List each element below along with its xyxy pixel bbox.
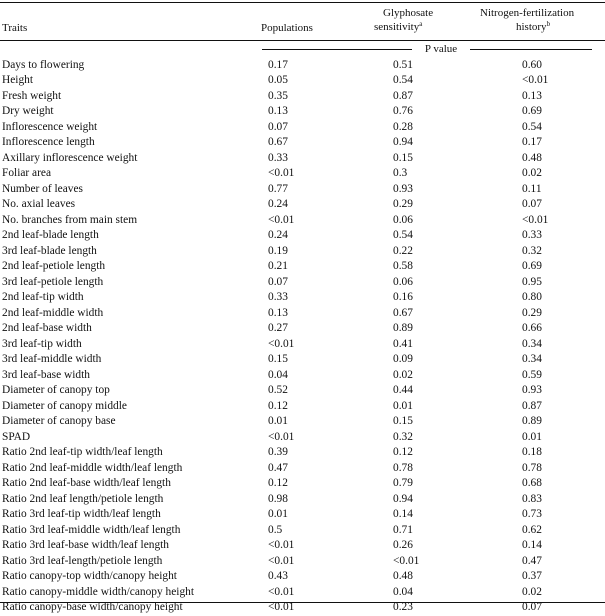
trait-cell: Ratio canopy-middle width/canopy height bbox=[2, 585, 195, 598]
header-nitrogen-line1: Nitrogen-fertilization bbox=[480, 7, 575, 19]
table-row bbox=[0, 197, 605, 213]
nitrogen-cell: 0.93 bbox=[522, 384, 542, 396]
table-row bbox=[0, 569, 605, 585]
populations-cell: 0.27 bbox=[268, 322, 288, 334]
nitrogen-cell: 0.32 bbox=[522, 244, 542, 257]
table-body bbox=[0, 58, 605, 616]
table-row bbox=[0, 585, 605, 601]
pvalue-spanner bbox=[262, 43, 592, 55]
nitrogen-cell: <0.01 bbox=[522, 213, 549, 226]
nitrogen-cell: 0.60 bbox=[522, 58, 542, 71]
glyphosate-cell: 0.54 bbox=[393, 74, 413, 86]
populations-cell: 0.01 bbox=[268, 508, 288, 520]
trait-cell: Number of leaves bbox=[2, 182, 83, 195]
glyphosate-cell: 0.94 bbox=[393, 492, 413, 505]
table-row bbox=[0, 182, 605, 198]
header-rule bbox=[0, 40, 605, 41]
trait-cell: Diameter of canopy middle bbox=[2, 399, 127, 412]
populations-cell: 0.33 bbox=[268, 151, 288, 164]
nitrogen-cell: 0.54 bbox=[522, 120, 542, 133]
nitrogen-cell: 0.83 bbox=[522, 492, 542, 505]
nitrogen-cell: 0.80 bbox=[522, 291, 542, 303]
populations-cell: 0.21 bbox=[268, 260, 288, 272]
populations-cell: 0.04 bbox=[268, 368, 288, 381]
nitrogen-cell: <0.01 bbox=[522, 74, 549, 86]
table-row bbox=[0, 414, 605, 430]
glyphosate-cell: 0.15 bbox=[393, 151, 413, 164]
populations-cell: 0.35 bbox=[268, 89, 288, 102]
trait-cell: 3rd leaf-blade length bbox=[2, 244, 97, 257]
trait-cell: Ratio 2nd leaf-middle width/leaf length bbox=[2, 461, 183, 474]
pvalue-label: P value bbox=[424, 43, 458, 55]
trait-cell: 2nd leaf-blade length bbox=[2, 229, 99, 241]
nitrogen-cell: 0.13 bbox=[522, 89, 542, 102]
glyphosate-cell: 0.3 bbox=[393, 167, 408, 179]
table-bottom-rule bbox=[0, 602, 605, 603]
table-row bbox=[0, 352, 605, 368]
glyphosate-cell: 0.87 bbox=[393, 89, 413, 102]
table-row bbox=[0, 507, 605, 523]
populations-cell: <0.01 bbox=[268, 539, 295, 551]
populations-cell: 0.05 bbox=[268, 74, 288, 86]
populations-cell: 0.98 bbox=[268, 492, 288, 505]
glyphosate-cell: 0.71 bbox=[393, 523, 413, 536]
nitrogen-cell: 0.17 bbox=[522, 136, 542, 148]
glyphosate-cell: 0.41 bbox=[393, 337, 413, 350]
header-glyphosate-line1: Glyphosate bbox=[383, 7, 434, 19]
glyphosate-cell: 0.04 bbox=[393, 585, 413, 598]
trait-cell: No. axial leaves bbox=[2, 198, 76, 210]
header-glyphosate-text: sensitivity bbox=[374, 21, 420, 33]
table-row bbox=[0, 89, 605, 105]
populations-cell: 0.47 bbox=[268, 461, 288, 474]
glyphosate-cell: 0.76 bbox=[393, 105, 413, 117]
trait-cell: Height bbox=[2, 74, 34, 86]
glyphosate-cell: 0.79 bbox=[393, 477, 413, 489]
trait-cell: 2nd leaf-base width bbox=[2, 322, 92, 334]
populations-cell: 0.07 bbox=[268, 120, 288, 133]
header-nitrogen-line2 bbox=[516, 22, 550, 33]
trait-cell: Inflorescence weight bbox=[2, 120, 98, 133]
trait-cell: Dry weight bbox=[2, 105, 54, 117]
populations-cell: 0.07 bbox=[268, 275, 288, 288]
header-glyphosate-line2 bbox=[374, 22, 422, 33]
table-row bbox=[0, 306, 605, 322]
glyphosate-cell: 0.93 bbox=[393, 182, 413, 195]
nitrogen-cell: 0.33 bbox=[522, 229, 542, 241]
trait-cell: 3rd leaf-tip width bbox=[2, 337, 82, 350]
trait-cell: 3rd leaf-petiole length bbox=[2, 275, 104, 288]
table-row bbox=[0, 399, 605, 415]
populations-cell: 0.13 bbox=[268, 306, 288, 319]
table-row bbox=[0, 476, 605, 492]
glyphosate-cell: <0.01 bbox=[393, 554, 420, 567]
nitrogen-cell: 0.87 bbox=[522, 399, 542, 412]
populations-cell: 0.15 bbox=[268, 353, 288, 365]
populations-cell: 0.12 bbox=[268, 477, 288, 489]
nitrogen-cell: 0.62 bbox=[522, 523, 542, 536]
glyphosate-cell: 0.23 bbox=[393, 601, 413, 613]
glyphosate-cell: 0.29 bbox=[393, 198, 413, 210]
nitrogen-cell: 0.34 bbox=[522, 337, 542, 350]
table-row bbox=[0, 73, 605, 89]
populations-cell: <0.01 bbox=[268, 430, 295, 443]
trait-cell: Ratio 3rd leaf-middle width/leaf length bbox=[2, 523, 181, 536]
populations-cell: 0.5 bbox=[268, 523, 283, 536]
table-row bbox=[0, 492, 605, 508]
nitrogen-cell: 0.07 bbox=[522, 601, 542, 613]
spanner-rule-right bbox=[470, 49, 592, 50]
nitrogen-cell: 0.18 bbox=[522, 446, 542, 458]
table-row bbox=[0, 554, 605, 570]
trait-cell: Ratio canopy-base width/canopy height bbox=[2, 601, 183, 613]
table-row bbox=[0, 259, 605, 275]
table-row bbox=[0, 58, 605, 74]
populations-cell: 0.39 bbox=[268, 446, 288, 458]
populations-cell: 0.67 bbox=[268, 136, 288, 148]
nitrogen-cell: 0.66 bbox=[522, 322, 542, 334]
table-row bbox=[0, 135, 605, 151]
table-top-rule bbox=[0, 2, 605, 3]
nitrogen-cell: 0.11 bbox=[522, 182, 542, 195]
glyphosate-cell: 0.12 bbox=[393, 446, 413, 458]
populations-cell: <0.01 bbox=[268, 167, 295, 179]
header-nitrogen-text: history bbox=[516, 21, 547, 33]
trait-cell: Ratio 2nd leaf-base width/leaf length bbox=[2, 477, 171, 489]
spanner-rule-left bbox=[262, 49, 412, 50]
trait-cell: Diameter of canopy base bbox=[2, 415, 116, 427]
trait-cell: Foliar area bbox=[2, 167, 52, 179]
populations-cell: <0.01 bbox=[268, 213, 295, 226]
table-row bbox=[0, 461, 605, 477]
glyphosate-cell: 0.06 bbox=[393, 275, 413, 288]
glyphosate-cell: 0.09 bbox=[393, 353, 413, 365]
table-row bbox=[0, 321, 605, 337]
trait-cell: Ratio 3rd leaf-tip width/leaf length bbox=[2, 508, 161, 520]
glyphosate-cell: 0.94 bbox=[393, 136, 413, 148]
nitrogen-cell: 0.14 bbox=[522, 539, 542, 551]
trait-cell: 3rd leaf-base width bbox=[2, 368, 90, 381]
table-row bbox=[0, 523, 605, 539]
table-row bbox=[0, 275, 605, 291]
trait-cell: Ratio 3rd leaf-length/petiole length bbox=[2, 554, 163, 567]
glyphosate-cell: 0.32 bbox=[393, 430, 413, 443]
populations-cell: 0.77 bbox=[268, 182, 288, 195]
populations-cell: 0.33 bbox=[268, 291, 288, 303]
nitrogen-cell: 0.73 bbox=[522, 508, 542, 520]
populations-cell: 0.24 bbox=[268, 198, 288, 210]
glyphosate-cell: 0.51 bbox=[393, 58, 413, 71]
glyphosate-cell: 0.02 bbox=[393, 368, 413, 381]
trait-cell: 2nd leaf-middle width bbox=[2, 306, 104, 319]
header-populations: Populations bbox=[261, 22, 313, 34]
table-row bbox=[0, 337, 605, 353]
trait-cell: 3rd leaf-middle width bbox=[2, 353, 102, 365]
table-row bbox=[0, 228, 605, 244]
table-row bbox=[0, 430, 605, 446]
trait-cell: Diameter of canopy top bbox=[2, 384, 110, 396]
header-traits: Traits bbox=[2, 22, 28, 34]
table-row bbox=[0, 290, 605, 306]
populations-cell: 0.01 bbox=[268, 415, 288, 427]
populations-cell: 0.52 bbox=[268, 384, 288, 396]
nitrogen-cell: 0.78 bbox=[522, 461, 542, 474]
populations-cell: <0.01 bbox=[268, 585, 295, 598]
glyphosate-cell: 0.78 bbox=[393, 461, 413, 474]
populations-cell: <0.01 bbox=[268, 601, 295, 613]
table-row bbox=[0, 151, 605, 167]
nitrogen-cell: 0.02 bbox=[522, 167, 542, 179]
nitrogen-cell: 0.34 bbox=[522, 353, 542, 365]
table-row bbox=[0, 213, 605, 229]
glyphosate-cell: 0.14 bbox=[393, 508, 413, 520]
populations-cell: <0.01 bbox=[268, 554, 295, 567]
nitrogen-cell: 0.59 bbox=[522, 368, 542, 381]
glyphosate-cell: 0.58 bbox=[393, 260, 413, 272]
glyphosate-cell: 0.06 bbox=[393, 213, 413, 226]
nitrogen-cell: 0.47 bbox=[522, 554, 542, 567]
glyphosate-cell: 0.28 bbox=[393, 120, 413, 133]
glyphosate-cell: 0.15 bbox=[393, 415, 413, 427]
trait-cell: 2nd leaf-tip width bbox=[2, 291, 84, 303]
populations-cell: <0.01 bbox=[268, 337, 295, 350]
table-row bbox=[0, 368, 605, 384]
glyphosate-cell: 0.26 bbox=[393, 539, 413, 551]
trait-cell: No. branches from main stem bbox=[2, 213, 138, 226]
table-row bbox=[0, 538, 605, 554]
nitrogen-cell: 0.89 bbox=[522, 415, 542, 427]
populations-cell: 0.17 bbox=[268, 58, 288, 71]
glyphosate-cell: 0.67 bbox=[393, 306, 413, 319]
glyphosate-cell: 0.44 bbox=[393, 384, 413, 396]
glyphosate-cell: 0.48 bbox=[393, 570, 413, 582]
populations-cell: 0.12 bbox=[268, 399, 288, 412]
populations-cell: 0.24 bbox=[268, 229, 288, 241]
populations-cell: 0.13 bbox=[268, 105, 288, 117]
nitrogen-cell: 0.69 bbox=[522, 260, 542, 272]
nitrogen-cell: 0.37 bbox=[522, 570, 542, 582]
glyphosate-cell: 0.16 bbox=[393, 291, 413, 303]
trait-cell: Inflorescence length bbox=[2, 136, 95, 148]
trait-cell: Ratio canopy-top width/canopy height bbox=[2, 570, 177, 582]
table-row bbox=[0, 383, 605, 399]
footnote-marker-b: b bbox=[546, 20, 551, 28]
nitrogen-cell: 0.48 bbox=[522, 151, 542, 164]
trait-cell: Axillary inflorescence weight bbox=[2, 151, 138, 164]
trait-cell: Ratio 2nd leaf-tip width/leaf length bbox=[2, 446, 163, 458]
trait-cell: Days to flowering bbox=[2, 58, 85, 71]
table-row bbox=[0, 104, 605, 120]
table-row bbox=[0, 166, 605, 182]
glyphosate-cell: 0.89 bbox=[393, 322, 413, 334]
nitrogen-cell: 0.95 bbox=[522, 275, 542, 288]
trait-cell: Fresh weight bbox=[2, 89, 62, 102]
trait-cell: SPAD bbox=[2, 430, 31, 443]
trait-cell: 2nd leaf-petiole length bbox=[2, 260, 106, 272]
nitrogen-cell: 0.69 bbox=[522, 105, 542, 117]
populations-cell: 0.43 bbox=[268, 570, 288, 582]
populations-cell: 0.19 bbox=[268, 244, 288, 257]
trait-cell: Ratio 2nd leaf length/petiole length bbox=[2, 492, 164, 505]
glyphosate-cell: 0.54 bbox=[393, 229, 413, 241]
nitrogen-cell: 0.01 bbox=[522, 430, 542, 443]
glyphosate-cell: 0.22 bbox=[393, 244, 413, 257]
glyphosate-cell: 0.01 bbox=[393, 399, 413, 412]
nitrogen-cell: 0.07 bbox=[522, 198, 542, 210]
trait-cell: Ratio 3rd leaf-base width/leaf length bbox=[2, 539, 170, 551]
nitrogen-cell: 0.29 bbox=[522, 306, 542, 319]
table-row bbox=[0, 120, 605, 136]
nitrogen-cell: 0.68 bbox=[522, 477, 542, 489]
table-row bbox=[0, 445, 605, 461]
table-row bbox=[0, 244, 605, 260]
footnote-marker-a: a bbox=[419, 20, 423, 28]
nitrogen-cell: 0.02 bbox=[522, 585, 542, 598]
